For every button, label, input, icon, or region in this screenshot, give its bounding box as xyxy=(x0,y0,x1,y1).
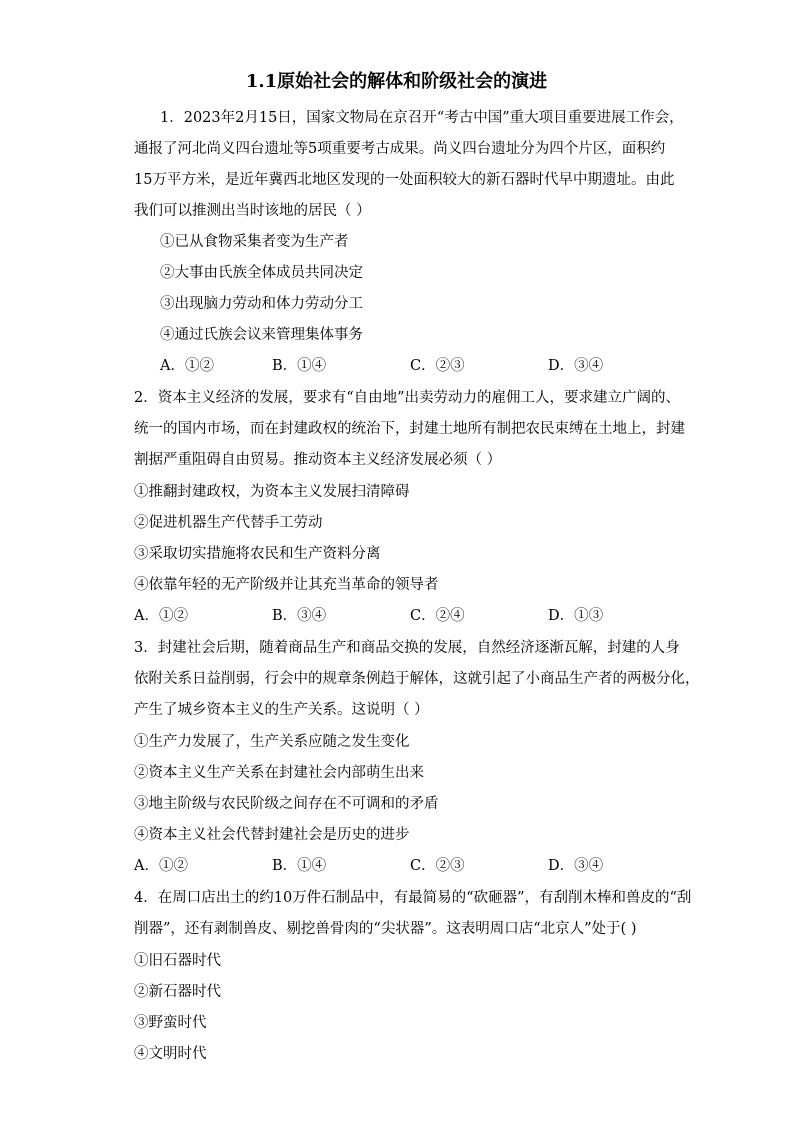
question-text-line: 割据严重阻碍自由贸易。推动资本主义经济发展必须（ ） xyxy=(134,452,502,468)
question-text-line: 15万平方米，是近年冀西北地区发现的一处面积较大的新石器时代早中期遗址。由此 xyxy=(134,172,675,188)
question-text-line: 削器”，还有剥制兽皮、剔挖兽骨肉的“尖状器”。这表明周口店“北京人”处于( ) xyxy=(134,921,637,937)
statement-item: ④文明时代 xyxy=(134,1046,207,1062)
option-c: C．②③ xyxy=(410,358,465,374)
option-a: A．①② xyxy=(134,608,188,624)
question-text-line: 3．封建社会后期，随着商品生产和商品交换的发展，自然经济逐渐瓦解，封建的人身 xyxy=(134,640,680,656)
statement-item: ②促进机器生产代替手工劳动 xyxy=(134,515,323,531)
statement-item: ③地主阶级与农民阶级之间存在不可调和的矛盾 xyxy=(134,796,439,812)
statement-item: ②新石器时代 xyxy=(134,984,221,1000)
statement-item: ①已从食物采集者变为生产者 xyxy=(160,234,349,250)
option-c: C．②④ xyxy=(410,608,465,624)
statement-item: ③出现脑力劳动和体力劳动分工 xyxy=(160,296,363,312)
statement-item: ①推翻封建政权，为资本主义发展扫清障碍 xyxy=(134,484,410,500)
page-title: 1.1原始社会的解体和阶级社会的演进 xyxy=(245,71,548,92)
question-text-line: 依附关系日益削弱，行会中的规章条例趋于解体，这就引起了小商品生产者的两极分化， xyxy=(134,671,700,687)
statement-item: ④资本主义社会代替封建社会是历史的进步 xyxy=(134,827,410,843)
statement-item: ③采取切实措施将农民和生产资料分离 xyxy=(134,546,381,562)
option-d: D．①③ xyxy=(548,608,604,624)
question-text-line: 通报了河北尚义四台遗址等5项重要考古成果。尚义四台遗址分为四个片区，面积约 xyxy=(134,141,666,157)
question-text-line: 产生了城乡资本主义的生产关系。这说明（ ） xyxy=(134,702,429,718)
statement-item: ①生产力发展了，生产关系应随之发生变化 xyxy=(134,734,410,750)
question-text-line: 统一的国内市场，而在封建政权的统治下，封建土地所有制把农民束缚在土地上，封建 xyxy=(134,421,685,437)
option-d: D．③④ xyxy=(548,358,604,374)
option-a: A．①② xyxy=(160,358,214,374)
statement-item: ④依靠年轻的无产阶级并让其充当革命的领导者 xyxy=(134,577,439,593)
statement-item: ②大事由氏族全体成员共同决定 xyxy=(160,265,363,281)
question-text-line: 我们可以推测出当时该地的居民（ ） xyxy=(134,203,371,219)
question-text-line: 2．资本主义经济的发展，要求有“自由地”出卖劳动力的雇佣工人，要求建立广阔的、 xyxy=(134,390,681,406)
statement-item: ②资本主义生产关系在封建社会内部萌生出来 xyxy=(134,765,424,781)
option-b: B．①④ xyxy=(272,358,327,374)
option-a: A．①② xyxy=(134,858,188,874)
option-d: D．③④ xyxy=(548,858,604,874)
statement-item: ①旧石器时代 xyxy=(134,953,221,969)
option-b: B．①④ xyxy=(272,858,327,874)
option-b: B．③④ xyxy=(272,608,327,624)
statement-item: ④通过氏族会议来管理集体事务 xyxy=(160,327,363,343)
question-text-line: 4．在周口店出土的约10万件石制品中，有最简易的“砍砸器”，有刮削木棒和兽皮的“刮 xyxy=(134,890,692,906)
statement-item: ③野蛮时代 xyxy=(134,1015,207,1031)
question-text-line: 1．2023年2月15日，国家文物局在京召开“考古中国”重大项目重要进展工作会， xyxy=(160,110,684,126)
option-c: C．②③ xyxy=(410,858,465,874)
